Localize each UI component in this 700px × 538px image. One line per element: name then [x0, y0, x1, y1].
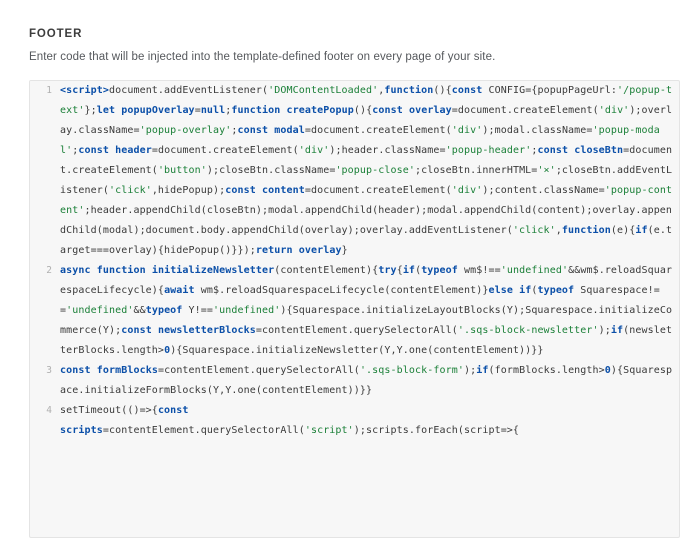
code-token: 'div' [451, 125, 483, 136]
code-token: ; [72, 145, 79, 156]
code-token: try [378, 265, 397, 276]
code-token: {popupPageUrl: [531, 85, 618, 96]
code-token: =document.createElement( [60, 145, 673, 176]
code-token: wm$.reloadSquarespaceLifecycle(contentElement)} [194, 285, 489, 296]
code-token: ){Squarespace.initializeLayoutBlocks(Y);Squarespace.initializeCommerce(Y); [60, 305, 673, 336]
code-token: header [115, 145, 152, 156]
code-token: ); [464, 365, 477, 376]
code-editor[interactable] [30, 81, 679, 537]
code-token: =document.createElement( [304, 125, 452, 136]
code-token: const [372, 105, 403, 116]
code-token: Y!== [182, 305, 214, 316]
code-line[interactable] [30, 361, 679, 401]
code-token: 0 [164, 345, 171, 356]
code-token [189, 405, 195, 416]
code-token: if [476, 365, 489, 376]
code-token: (e){ [610, 225, 636, 236]
code-token: const [451, 85, 483, 96]
code-token: }; [84, 105, 97, 116]
line-number: 3 [30, 361, 60, 381]
code-token: modal [274, 125, 305, 136]
code-token: 'popup-modal' [60, 125, 660, 156]
code-token: 'undefined' [213, 305, 281, 316]
code-token: '.sqs-block-form' [359, 365, 464, 376]
code-token: 'div' [298, 145, 330, 156]
code-token: overlay [298, 245, 342, 256]
code-token: );closeBtn.className= [206, 165, 336, 176]
code-token: =contentElement.querySelectorAll( [102, 425, 305, 436]
code-token: typeof [145, 305, 183, 316]
code-token: = [194, 105, 201, 116]
code-token: && [133, 305, 146, 316]
code-token: Squarespace!== [60, 285, 660, 316]
code-token: ){Squarespace.initializeNewsletter(Y,Y.one(contentElement))}} [170, 345, 544, 356]
code-token: if [610, 325, 624, 336]
code-token: 'script' [304, 425, 354, 436]
code-line[interactable] [30, 401, 679, 421]
code-token: <script> [60, 85, 109, 96]
code-token: let [96, 105, 116, 116]
code-text[interactable] [60, 421, 679, 441]
code-token: async [60, 265, 91, 276]
code-token: );header.className= [329, 145, 446, 156]
line-number: 2 [30, 261, 60, 281]
code-token: formBlocks [96, 365, 158, 376]
code-text[interactable] [60, 81, 679, 261]
code-token: ( [415, 265, 422, 276]
code-token: closeBtn [574, 145, 624, 156]
code-token: if [635, 225, 648, 236]
code-token: , [555, 225, 562, 236]
code-token: '.sqs-block-newsletter' [457, 325, 599, 336]
code-token: } [341, 245, 348, 256]
code-token: initializeNewsletter [151, 265, 275, 276]
code-text[interactable] [60, 261, 679, 361]
code-token: popupOverlay [121, 105, 195, 116]
code-token: ;closeBtn.addEventListener( [60, 165, 673, 196]
code-token: function [561, 225, 611, 236]
code-token: ; [231, 125, 238, 136]
code-token: typeof [537, 285, 575, 296]
code-token: const [157, 405, 189, 416]
code-token: scripts [60, 425, 103, 436]
code-token: else [488, 285, 513, 296]
code-token: return [255, 245, 293, 256]
code-token: 'popup-content' [60, 185, 673, 216]
code-line[interactable] [30, 81, 679, 261]
code-token: overlay [408, 105, 452, 116]
code-line[interactable] [30, 261, 679, 361]
code-token: 'click' [108, 185, 152, 196]
code-token: );scripts.forEach(script=>{ [353, 425, 520, 436]
code-token: const [121, 325, 152, 336]
code-token: ; [225, 105, 232, 116]
code-token: =document.createElement( [304, 185, 452, 196]
page-description: Enter code that will be injected into the template-defined footer on every page of your site. [29, 51, 496, 63]
code-token: ){Squarespace.initializeFormBlocks(Y,Y.one(contentElement))}} [60, 365, 673, 396]
code-token: =contentElement.querySelectorAll( [255, 325, 458, 336]
code-token: =document.createElement( [151, 145, 299, 156]
code-token: const [237, 125, 269, 136]
code-token: =document.createElement( [451, 105, 599, 116]
code-token: 0 [604, 365, 611, 376]
page-title: FOOTER [29, 28, 83, 40]
code-token: (formBlocks.length> [488, 365, 605, 376]
code-token: , [378, 85, 385, 96]
code-token: 'div' [451, 185, 483, 196]
code-token: ( [531, 285, 538, 296]
code-token: 'popup-close' [335, 165, 416, 176]
code-token: =contentElement.querySelectorAll( [157, 365, 360, 376]
code-token: setTimeout(()=>{ [60, 405, 158, 416]
code-token: '/popup-text' [60, 85, 673, 116]
code-editor-container[interactable] [29, 80, 680, 538]
code-token: function [384, 85, 434, 96]
code-token: null [200, 105, 226, 116]
code-token: wm$!== [457, 265, 501, 276]
code-token: 'popup-overlay' [139, 125, 232, 136]
code-token: { [396, 265, 403, 276]
code-token: );content.className= [482, 185, 605, 196]
code-token: function [231, 105, 281, 116]
code-token: (e.target===overlay){hidePopup()}}); [60, 225, 673, 256]
code-token: const [225, 185, 256, 196]
code-token: 'undefined' [500, 265, 569, 276]
code-token: '×' [537, 165, 556, 176]
code-token: );modal.className= [482, 125, 593, 136]
line-number: 4 [30, 401, 60, 421]
line-number: 1 [30, 81, 60, 101]
code-token: 'undefined' [66, 305, 134, 316]
code-token: (){ [353, 105, 373, 116]
code-token: if [519, 285, 532, 296]
code-token: if [402, 265, 416, 276]
code-token: content [262, 185, 305, 196]
code-token: 'popup-header' [445, 145, 532, 156]
code-token: typeof [421, 265, 458, 276]
code-token: (){ [433, 85, 452, 96]
code-text[interactable] [60, 361, 679, 401]
code-token: ; [531, 145, 538, 156]
code-token: ); [598, 325, 611, 336]
code-token: newsletterBlocks [157, 325, 256, 336]
code-text[interactable] [60, 401, 679, 421]
code-token: await [164, 285, 195, 296]
code-token: (newsletterBlocks.length> [60, 325, 673, 356]
code-token: const [537, 145, 569, 156]
code-token: CONFIG= [482, 85, 532, 96]
code-token: const [78, 145, 109, 156]
code-token: (contentElement){ [274, 265, 379, 276]
code-token: );overlay.className= [60, 105, 673, 136]
code-token: ;header.appendChild(closeBtn);modal.appendChild(header);modal.appendChild(content);overlay.appendChild(modal);document.body.appendChild(overlay);overlay.addEventListener( [60, 205, 673, 236]
code-token: const [60, 365, 91, 376]
code-token: document.addEventListener( [108, 85, 269, 96]
code-token: ,hidePopup); [151, 185, 226, 196]
code-token: &&wm$.reloadSquarespaceLifecycle){ [60, 265, 673, 296]
code-token: 'DOMContentLoaded' [268, 85, 379, 96]
code-line[interactable] [30, 421, 679, 441]
code-token: 'click' [512, 225, 556, 236]
code-token: function [96, 265, 146, 276]
code-token: 'button' [157, 165, 207, 176]
code-token: ;closeBtn.innerHTML= [415, 165, 538, 176]
code-token: createPopup [286, 105, 354, 116]
code-token: 'div' [598, 105, 630, 116]
